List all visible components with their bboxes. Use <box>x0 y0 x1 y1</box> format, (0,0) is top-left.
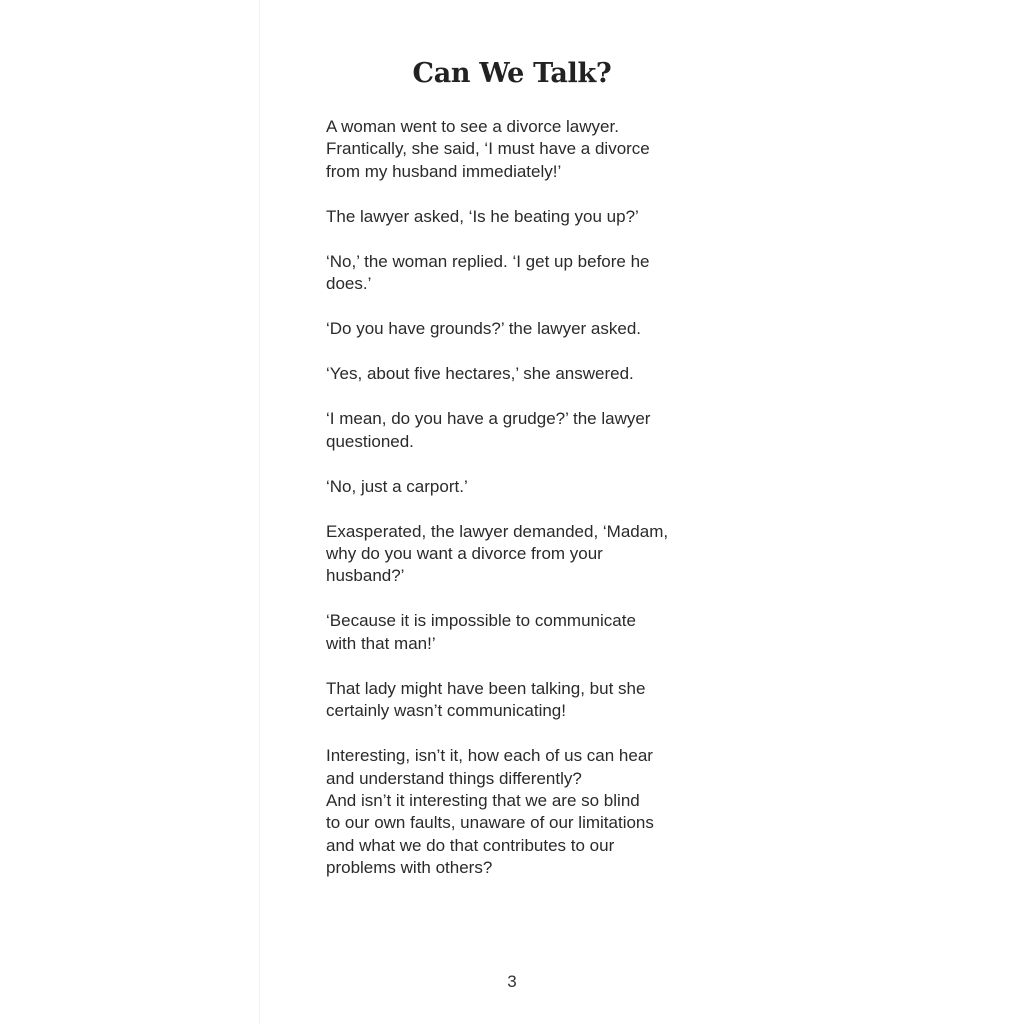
paragraph: A woman went to see a divorce lawyer. Frantically, she said, ‘I must have a divorce from my husband immediately!’ <box>326 117 650 181</box>
paragraph: ‘I mean, do you have a grudge?’ the lawyer questioned. <box>326 409 651 451</box>
paragraph: ‘Do you have grounds?’ the lawyer asked. <box>326 319 641 339</box>
story-body <box>326 116 701 902</box>
page-number: 3 <box>507 972 517 991</box>
paragraph: ‘No, just a carport.’ <box>326 476 468 496</box>
paragraph: That lady might have been talking, but she certainly wasn’t communicating! <box>326 678 646 721</box>
paragraph: Exasperated, the lawyer demanded, ‘Madam, why do you want a divorce from your husband?’ <box>326 521 669 586</box>
paragraph: Interesting, isn’t it, how each of us can hear and understand things differently? And isn’t it interesting that we are so blind to our own faults, unaware of our limitations and what we do that contributes to our problems with others? <box>326 746 654 878</box>
page-gutter-divider <box>259 0 260 1024</box>
paragraph: ‘Because it is impossible to communicate with that man!’ <box>326 611 636 653</box>
paragraph: ‘Yes, about five hectares,’ she answered. <box>326 364 634 384</box>
paragraph: The lawyer asked, ‘Is he beating you up?’ <box>326 206 639 226</box>
paragraph: ‘No,’ the woman replied. ‘I get up before he does.’ <box>326 251 650 294</box>
page-title: Can We Talk? <box>412 58 612 89</box>
